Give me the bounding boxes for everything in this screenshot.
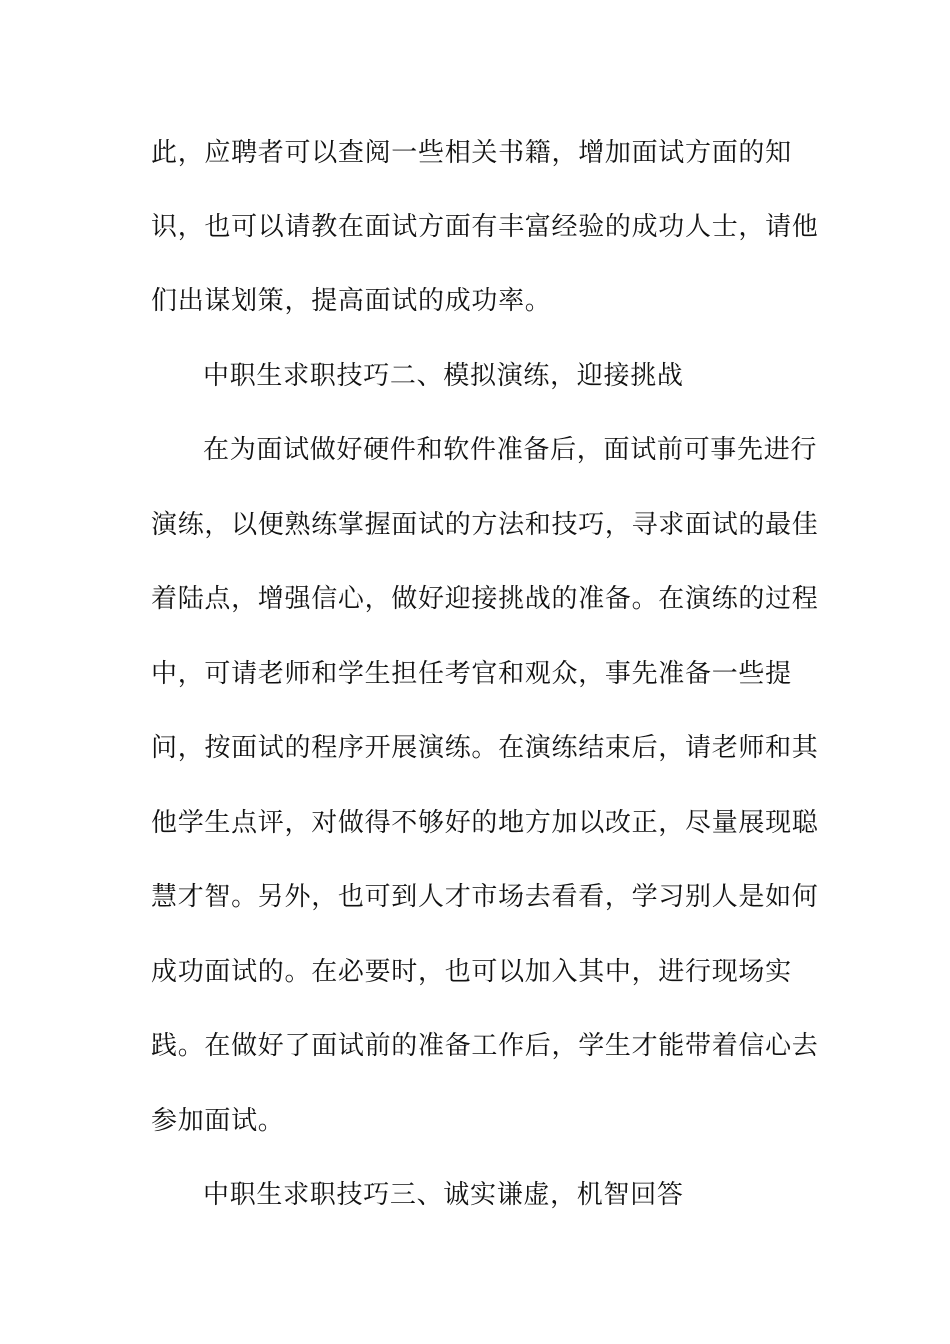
- paragraph-line: 演练，以便熟练掌握面试的方法和技巧，寻求面试的最佳: [151, 510, 819, 540]
- paragraph-line: 成功面试的。在必要时，也可以加入其中，进行现场实: [151, 957, 792, 987]
- paragraph-line: 他学生点评，对做得不够好的地方加以改正，尽量展现聪: [151, 808, 819, 838]
- paragraph-line: 问，按面试的程序开展演练。在演练结束后，请老师和其: [151, 733, 819, 763]
- paragraph-line: 着陆点，增强信心，做好迎接挑战的准备。在演练的过程: [151, 584, 819, 614]
- section-heading: 中职生求职技巧二、模拟演练，迎接挑战: [203, 361, 684, 391]
- paragraph-line: 中，可请老师和学生担任考官和观众，事先准备一些提: [151, 659, 792, 689]
- paragraph-line: 在为面试做好硬件和软件准备后，面试前可事先进行: [203, 435, 818, 465]
- paragraph-line: 识，也可以请教在面试方面有丰富经验的成功人士，请他: [151, 212, 819, 242]
- paragraph-line: 践。在做好了面试前的准备工作后，学生才能带着信心去: [151, 1031, 819, 1061]
- paragraph-line: 参加面试。: [151, 1106, 285, 1136]
- paragraph-line: 们出谋划策，提高面试的成功率。: [151, 286, 552, 316]
- paragraph-line: 慧才智。另外，也可到人才市场去看看，学习别人是如何: [151, 882, 819, 912]
- paragraph-line: 此，应聘者可以查阅一些相关书籍，增加面试方面的知: [151, 138, 792, 168]
- section-heading: 中职生求职技巧三、诚实谦虚，机智回答: [203, 1180, 684, 1210]
